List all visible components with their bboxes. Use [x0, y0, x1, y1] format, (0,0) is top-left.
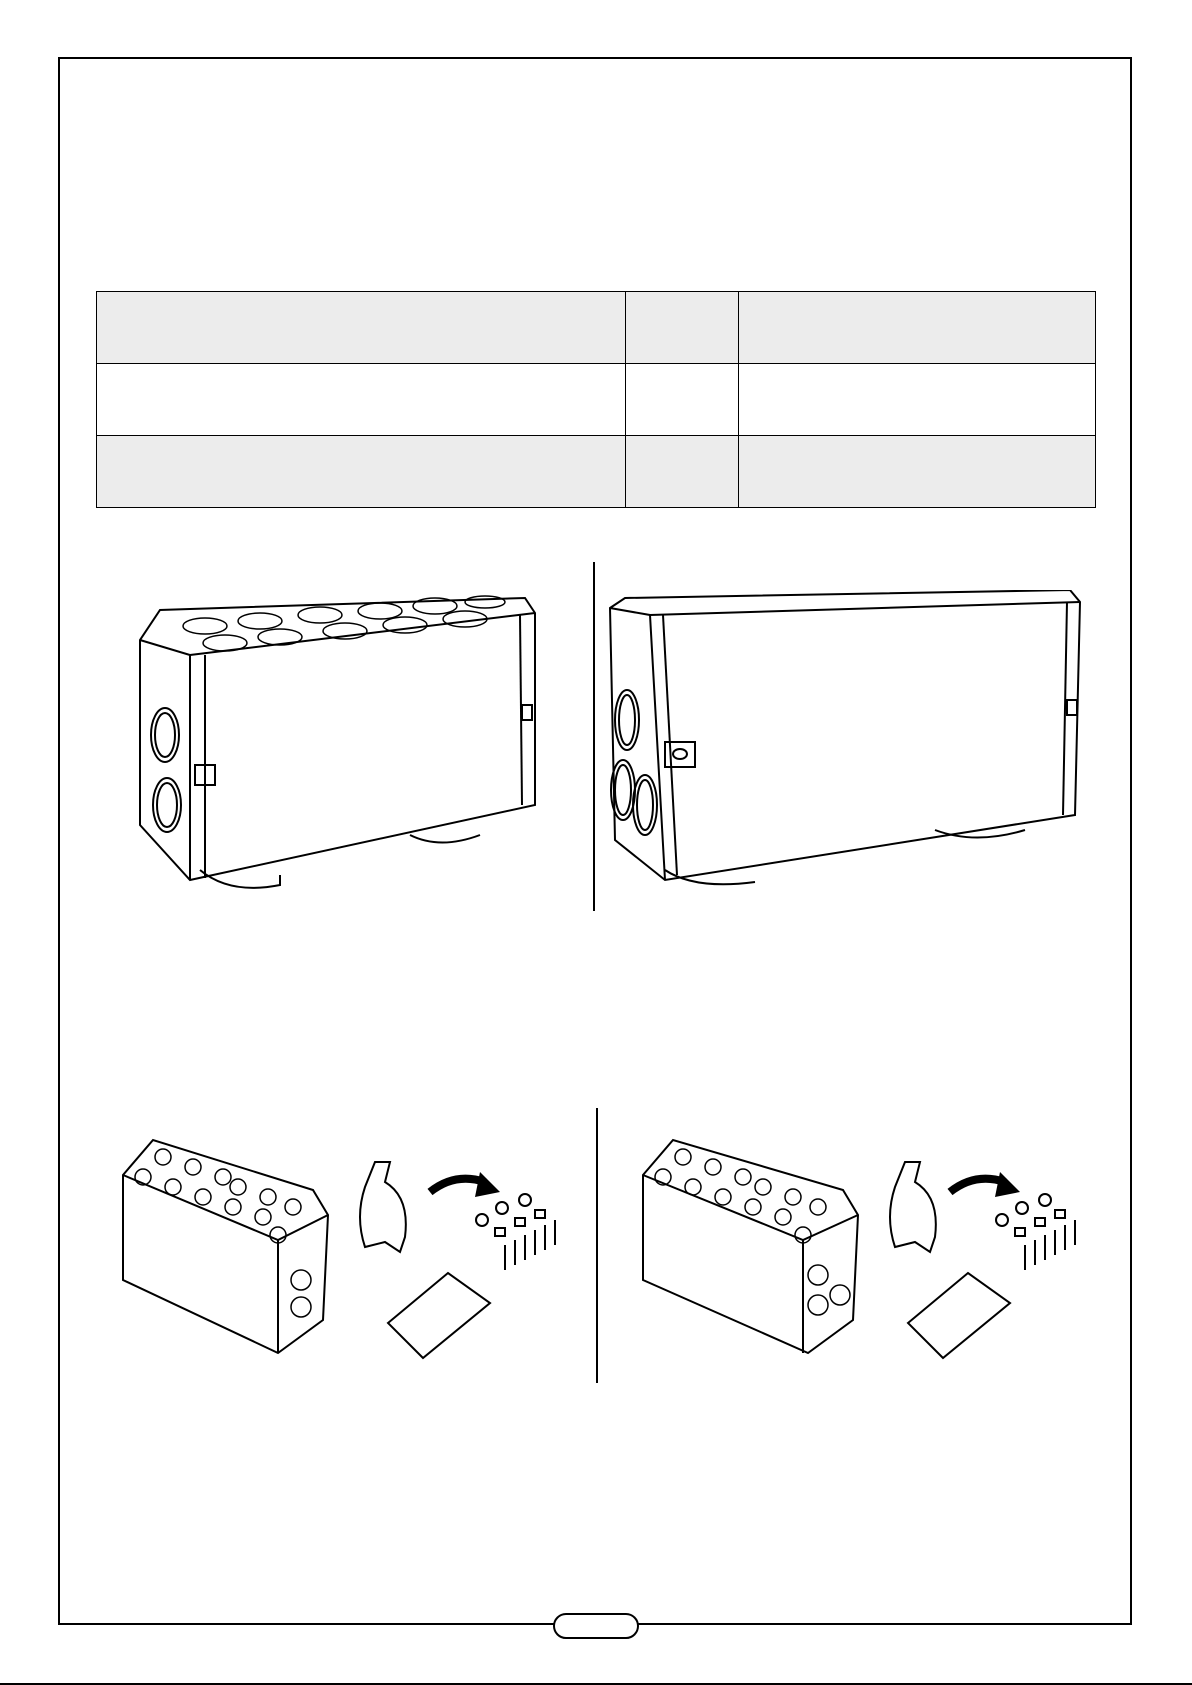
enclosure-box-small-icon: [118, 1135, 333, 1355]
table-row: [97, 364, 1096, 436]
figure-divider: [596, 1108, 598, 1383]
spec-table: [96, 291, 1096, 508]
instruction-sheet-icon: [898, 1268, 1013, 1363]
table-cell: [739, 364, 1096, 436]
table-cell: [626, 364, 739, 436]
accessory-bag-icon: [355, 1157, 410, 1257]
table-cell: [626, 292, 739, 364]
table-cell: [97, 364, 626, 436]
enclosure-box-large-alt-icon: [605, 590, 1085, 895]
table-cell: [626, 436, 739, 508]
table-row: [97, 436, 1096, 508]
accessory-bag-icon: [885, 1157, 940, 1257]
figure-divider: [593, 562, 595, 911]
table-cell: [739, 292, 1096, 364]
enclosure-box-large-icon: [130, 595, 540, 895]
table-cell: [739, 436, 1096, 508]
table-cell: [97, 436, 626, 508]
table-cell: [97, 292, 626, 364]
page-number: [553, 1613, 639, 1639]
enclosure-box-small-alt-icon: [638, 1135, 863, 1355]
instruction-sheet-icon: [378, 1268, 493, 1363]
table-row: [97, 292, 1096, 364]
